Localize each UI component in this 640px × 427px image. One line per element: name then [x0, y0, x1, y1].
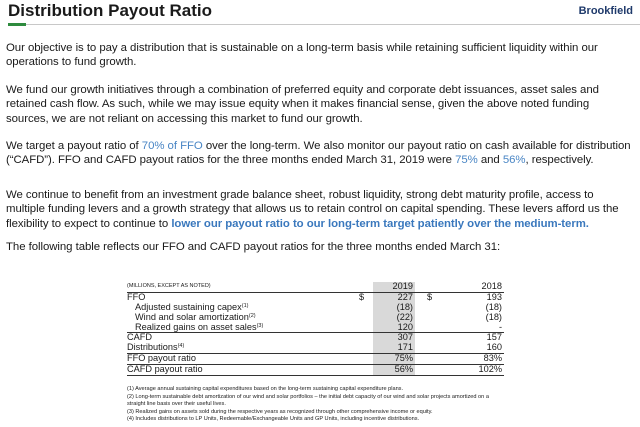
value-2019: 120 — [373, 323, 415, 333]
value-2018: (18) — [485, 301, 502, 312]
currency-2019: $ — [359, 291, 365, 302]
col-header-2018: 2018 — [445, 282, 504, 292]
row-label-text: Adjusted sustaining capex — [135, 301, 242, 312]
value-2019: 227 — [373, 292, 415, 302]
value-2018: 193 — [486, 291, 502, 302]
brookfield-logo: Brookfield — [578, 5, 633, 17]
cafd-ratio-highlight: 56% — [502, 154, 526, 167]
value-2019: 56% — [373, 364, 415, 375]
table-row — [127, 323, 504, 333]
table-row — [127, 353, 504, 364]
footnote-ref: (4) — [177, 343, 185, 350]
currency-2018: $ — [427, 291, 433, 302]
title-divider — [8, 24, 640, 25]
value-2018: - — [498, 321, 502, 332]
footnote-ref: (3) — [256, 322, 264, 329]
value-2019: 171 — [373, 343, 415, 353]
paragraph-objective: Our objective is to pay a distribution that is sustainable on a long-term basis while retaining sufficient liquidity within our operations to fund growth. — [6, 42, 598, 69]
value-2018: (18) — [485, 311, 502, 322]
row-label: CAFD payout ratio — [127, 364, 359, 375]
ffo-ratio-highlight: 75% — [455, 154, 478, 167]
row-label-text: Distributions — [127, 342, 178, 353]
text-run: over the long-term. We also monitor our payout ratio on cash available for distribution (“CAFD”). FFO and CAFD payout ratios for the three months ended March 31, 2019 were — [6, 140, 631, 167]
col-header-2019: 2019 — [373, 282, 415, 292]
value-2018: 83% — [445, 353, 504, 364]
footnote-ref: (1) — [241, 302, 249, 309]
table-row — [127, 364, 504, 375]
value-2018: 160 — [486, 342, 502, 353]
paragraph-target — [6, 139, 632, 168]
text-run: We continue to benefit from an investment grade balance sheet, robust liquidity, strong debt maturity profile, access to multiple funding levers and a growth strategy that allows us to retain control on capital spending. These levers afford us the flexibility to expect to continue to — [6, 189, 619, 230]
value-2019: (18) — [373, 303, 415, 313]
table-header-row — [127, 282, 504, 292]
row-label: FFO — [127, 291, 146, 302]
row-label — [127, 343, 359, 353]
paragraph-table-intro: The following table reflects our FFO and CAFD payout ratios for the three months ended March 31: — [6, 241, 501, 253]
footnote-1: (1) Average annual sustaining capital expenditures based on the long-term sustaining capital expenditure plans. — [127, 386, 404, 392]
text-run: and — [477, 154, 503, 167]
value-2018: 157 — [445, 333, 504, 343]
row-label-text: Realized gains on asset sales — [135, 321, 257, 332]
table-row — [127, 333, 504, 343]
value-2019: 307 — [373, 333, 415, 343]
footnote-2: (2) Long-term sustainable debt amortization of our wind and solar portfolios – the initial debt capacity of our wind and solar projects amortized on a straight line basis over their useful lives. — [127, 393, 489, 408]
paragraph-levers — [6, 188, 632, 231]
value-2019: (22) — [373, 313, 415, 323]
text-run: We target a payout ratio of — [6, 140, 142, 152]
table-footnotes — [127, 386, 507, 424]
text-run: , respectively. — [525, 154, 594, 167]
page-title: Distribution Payout Ratio — [8, 1, 212, 20]
footnote-ref: (2) — [248, 312, 256, 319]
units-label: (MILLIONS, EXCEPT AS NOTED) — [127, 282, 359, 292]
row-label-text: Wind and solar amortization — [135, 311, 249, 322]
row-label — [127, 323, 359, 333]
footnote-3: (3) Realized gains on assets sold during the respective years as recognized through other comprehensive income or equity. — [127, 408, 433, 415]
title-accent-bar — [8, 23, 26, 26]
payout-highlight: lower our payout ratio to our long-term target patiently over the medium-term. — [171, 217, 589, 230]
payout-ratio-table — [127, 282, 504, 376]
row-label: CAFD — [127, 333, 359, 343]
row-label: FFO payout ratio — [127, 353, 359, 364]
value-2018: 102% — [445, 364, 504, 375]
value-2019: 75% — [373, 353, 415, 364]
table-row — [127, 343, 504, 353]
paragraph-funding: We fund our growth initiatives through a combination of preferred equity and corporate debt issuances, asset sales and retained cash flow. As such, while we may issue equity when it makes financial sense, given the above noted funding sources, we are not reliant on accessing this market to fund our growth. — [6, 84, 599, 125]
ffo-target-highlight: 70% of FFO — [141, 140, 203, 152]
footnote-4: (4) Includes distributions to LP Units, Redeemable/Exchangeable Units and GP Units, including incentive distributions. — [127, 416, 420, 423]
